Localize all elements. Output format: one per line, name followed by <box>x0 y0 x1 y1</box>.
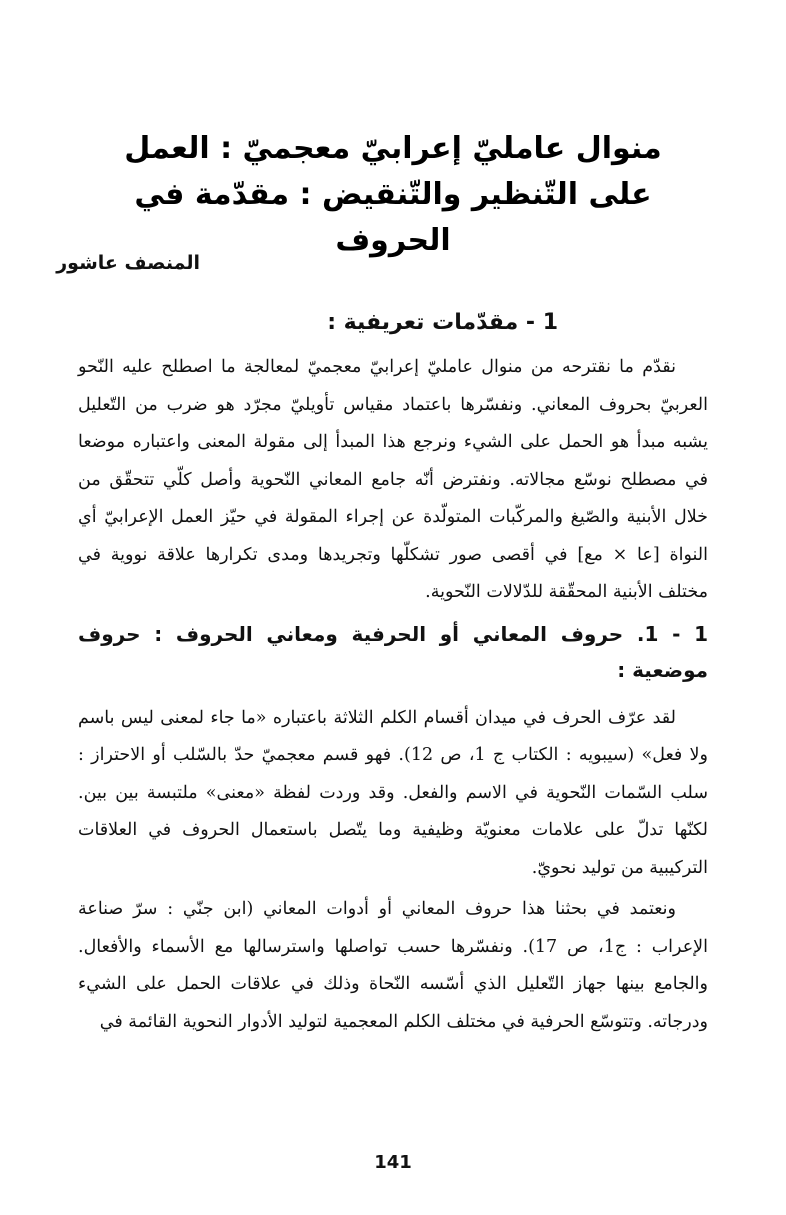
article-title: منوال عامليّ إعرابيّ معجميّ : العمل على التّنظير والتّنقيض : مقدّمة في الحروف <box>124 131 662 258</box>
article-body <box>78 310 708 1045</box>
intro-paragraph: نقدّم ما نقترحه من منوال عامليّ إعرابيّ معجميّ لمعالجة ما اصطلح عليه النّحو العربيّ بحروف المعاني. ونفسّرها باعتماد مقياس تأويليّ مجرّد هو ضرب من التّعليل يشبه مبدأ هو الحمل على الشيء ونرجع هذا المبدأ إلى مقولة المعنى واعتباره موضعا في مصطلح نوسّع مجالاته. ونفترض أنّه جامع المعاني النّحوية وأصل كلّي تتحقّق من خلال الأبنية والصّيغ والمركّبات المتولّدة عن إجراء المقولة في حيّز العمل الإعرابيّ أي النواة [عا × مع] في أقصى صور تشكلّها وتجريدها ومدى تكرارها علاقة نووية في مختلف الأبنية المحقّقة للدّلالات النّحوية. <box>78 357 708 602</box>
section-heading: 1 - مقدّمات تعريفية : <box>327 310 558 335</box>
subsection-heading: 1 - 1. حروف المعاني أو الحرفية ومعاني الحروف : حروف موضعية : <box>78 621 708 682</box>
page-number: 141 <box>374 1152 412 1173</box>
body-paragraph: ونعتمد في بحثنا هذا حروف المعاني أو أدوات المعاني (ابن جنّي : سرّ صناعة الإعراب : ج1، ص 17). ونفسّرها حسب تواصلها واسترسالها مع الأسماء والأفعال. والجامع بينها جهاز التّعليل الذي أسّسه النّحاة وذلك في علاقات الحمل على الشيء ودرجاته. وتتوسّع الحرفية في مختلف الكلم المعجمية لتوليد الأدوار النحوية القائمة في <box>78 899 708 1032</box>
author-name: المنصف عاشور <box>56 252 200 274</box>
body-paragraph: لقد عرّف الحرف في ميدان أقسام الكلم الثلاثة باعتباره «ما جاء لمعنى ليس باسم ولا فعل» (سيبويه : الكتاب ج 1، ص 12). فهو قسم معجميّ حدّ بالسّلب أو الاحتراز : سلب السّمات النّحوية في الاسم والفعل. وقد وردت لفظة «معنى» ملتبسة بين بين. لكنّها تدلّ على علامات معنويّة وظيفية وما يتّصل باستعمال الحروف في العلاقات التركيبية من توليد نحويّ. <box>78 707 708 878</box>
